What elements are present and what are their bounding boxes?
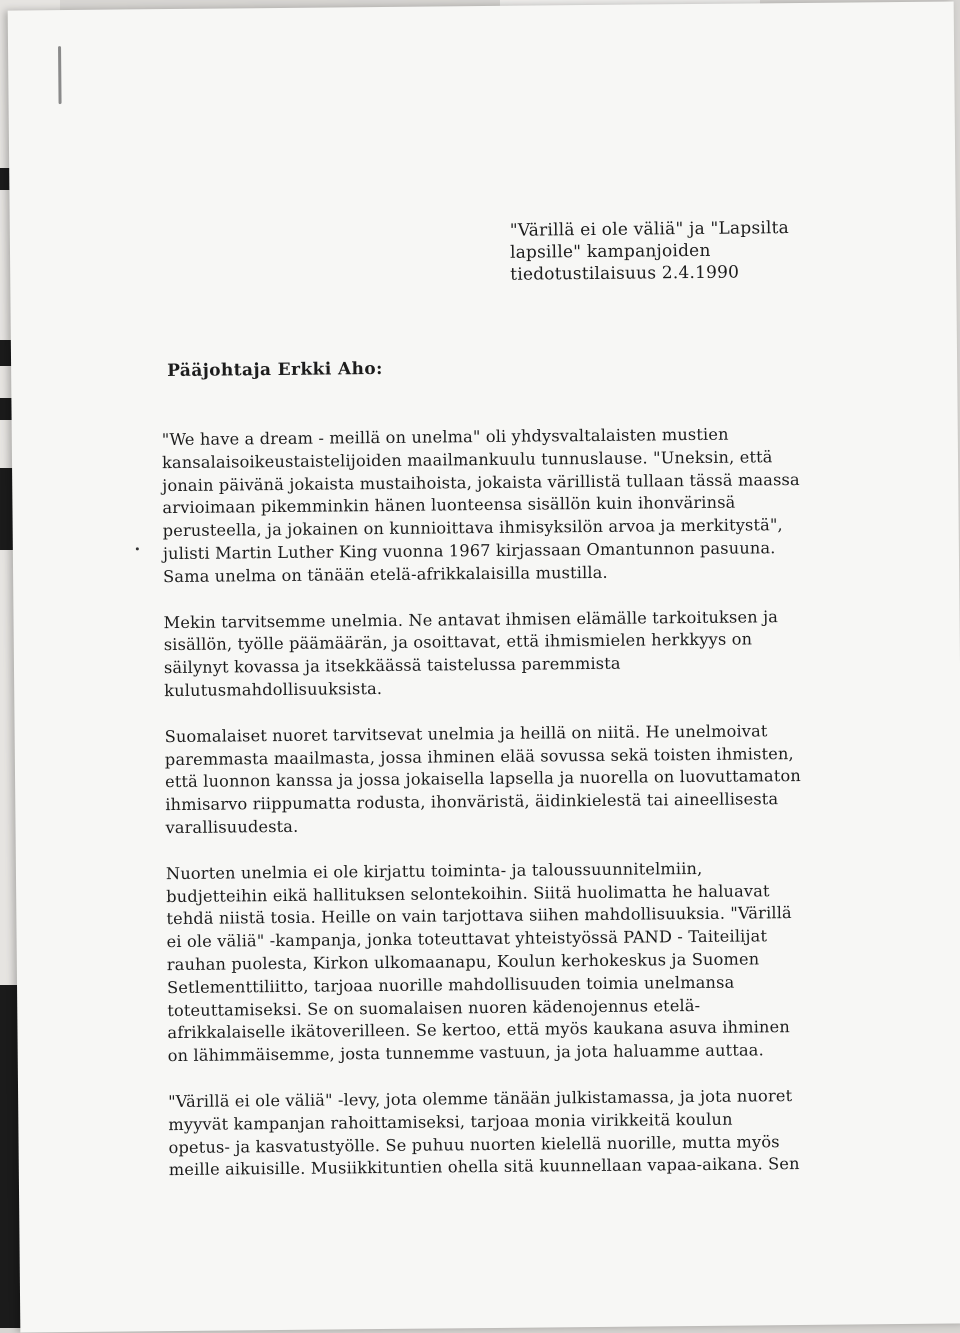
document-page	[8, 1, 960, 1332]
paragraph	[163, 605, 844, 703]
text-line: varallisuudesta.	[165, 816, 299, 838]
text-line: että luonnon kanssa ja jossa jokaisella lapsella ja nuorella on luovuttamaton	[164, 766, 802, 792]
text-line: rauhan puolesta, Kirkon ulkomaanapu, Koulun kerhokeskus ja Suomen	[166, 949, 760, 975]
text-line: budjetteihin eikä hallituksen selontekoihin. Siitä huolimatta he haluavat	[166, 880, 770, 906]
paragraph	[168, 1084, 849, 1182]
staple	[58, 46, 62, 104]
text-line: "Värillä ei ole väliä" -levy, jota olemme tänään julkistamassa, ja jota nuoret	[168, 1086, 793, 1112]
text-line: opetus- ja kasvatustyölle. Se puhuu nuorten kielellä nuorille, mutta myös	[168, 1131, 780, 1157]
text-line: Mekin tarvitsemme unelmia. Ne antavat ihmisen elämälle tarkoituksen ja	[163, 606, 779, 632]
header-line: "Värillä ei ole väliä" ja "Lapsilta	[509, 218, 790, 241]
text-line: tehdä niistä tosia. Heille on vain tarjottava siihen mahdollisuuksia. "Värillä	[166, 903, 792, 929]
text-line: "We have a dream - meillä on unelma" oli yhdysvaltalaisten mustien	[161, 424, 729, 450]
text-line: myyvät kampanjan rahoittamiseksi, tarjoaa monia virikkeitä koulun	[168, 1109, 733, 1134]
text-line: toteuttamiseksi. Se on suomalaisen nuoren kädenojennus etelä-	[167, 995, 701, 1020]
text-line: meille aikuisille. Musiikkituntien ohella sitä kuunnellaan vapaa-aikana. Sen	[168, 1154, 800, 1180]
paragraph	[166, 856, 848, 1068]
text-line: Suomalaiset nuoret tarvitsevat unelmia ja heillä on niitä. He unelmoivat	[164, 721, 768, 746]
text-line: kulutusmahdollisuuksista.	[164, 678, 383, 701]
text-line: säilynyt kovassa ja itsekkäässä taistelussa paremmista	[163, 653, 621, 678]
margin-mark	[136, 547, 139, 550]
text-line: paremmasta maailmasta, jossa ihminen elää sovussa sekä toisten ihmisten,	[164, 743, 794, 769]
text-line: ihmisarvo riippumatta rodusta, ihonväristä, äidinkielestä tai aineellisesta	[165, 789, 779, 815]
speech-body	[162, 423, 849, 1206]
speaker-heading: Pääjohtaja Erkki Aho:	[167, 358, 383, 382]
header-line: tiedotustilaisuus 2.4.1990	[510, 262, 740, 285]
text-line: on lähimmäisemme, josta tunnemme vastuun, ja jota haluamme auttaa.	[167, 1040, 764, 1066]
text-line: jonain päivänä jokaista mustaihoista, jokaista värillistä tullaan tässä maassa	[162, 469, 800, 495]
text-line: perusteella, ja jokainen on kunnioittava ihmisyksilön arvoa ja merkitystä",	[162, 515, 783, 541]
text-line: julisti Martin Luther King vuonna 1967 kirjassaan Omantunnon pasuuna.	[162, 538, 776, 564]
text-line: afrikkalaiselle ikätoverilleen. Se kertoo, että myös kaukana asuva ihminen	[167, 1017, 790, 1043]
text-line: Setlementtiliitto, tarjoaa nuorille mahdollisuuden toimia unelmansa	[166, 972, 735, 997]
text-line: ei ole väliä" -kampanja, jonka toteuttavat yhteistyössä PAND - Taiteilijat	[166, 926, 768, 952]
text-line: sisällön, työlle päämäärän, ja osoittavat, että ihmismielen herkkyys on	[163, 629, 753, 655]
paragraph	[165, 719, 846, 840]
text-line: Sama unelma on tänään etelä-afrikkalaisilla mustilla.	[163, 562, 608, 586]
text-line: Nuorten unelmia ei ole kirjattu toiminta- ja taloussuunnitelmiin,	[165, 858, 703, 883]
text-line: arvioimaan pikemminkin hänen luonteensa sisällön kuin ihonvärinsä	[162, 492, 736, 518]
document-header	[510, 217, 790, 286]
text-line: kansalaisoikeustaistelijoiden maailmankuulu tunnuslause. "Uneksin, että	[161, 447, 773, 472]
header-line: lapsille" kampanjoiden	[509, 240, 711, 263]
paragraph	[162, 423, 844, 589]
